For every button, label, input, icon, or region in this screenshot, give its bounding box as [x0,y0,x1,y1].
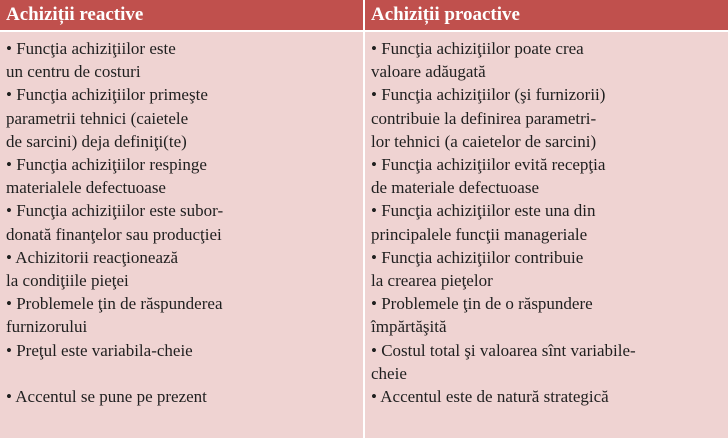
column-body-proactive [365,32,728,438]
list-item: • Funcţia achiziţiilor evită recepţia de materiale defectuoase [371,155,606,198]
list-item: • Funcţia achiziţiilor (şi furnizorii) contribuie la definirea parametri- lor tehnici (a caietelor de sarcini) [371,85,606,151]
list-item: • Funcţia achiziţiilor primeşte parametrii tehnici (caietele de sarcini) deja definiţi(te) [6,85,208,151]
column-header-proactive: Achiziții proactive [365,0,728,30]
list-item: • Funcţia achiziţiilor respinge materialele defectuoase [6,155,207,198]
list-item: • Achizitorii reacţionează la condiţiile pieţei [6,247,179,291]
column-proactive [365,0,728,407]
list-item: • Accentul este de natură strategică [371,387,609,407]
list-item: • Funcţia achiziţiilor poate crea valoare adăugată [371,39,584,82]
list-item: • Preţul este variabila-cheie [6,340,193,360]
column-reactive [0,0,363,406]
list-item: • Funcţia achiziţiilor contribuie la crearea pieţelor [371,247,584,291]
list-item: • Funcţia achiziţiilor este una din principalele funcţii manageriale [371,201,596,244]
list-item: • Costul total şi valoarea sînt variabile- cheie [371,340,636,383]
list-item: • Problemele ţin de o răspundere împărtăşită [371,294,593,337]
list-item: • Accentul se pune pe prezent [6,386,207,406]
column-header-reactive: Achiziții reactive [0,0,363,30]
list-item: • Funcţia achiziţiilor este un centru de costuri [6,39,176,82]
list-item: • Funcţia achiziţiilor este subor- donată finanţelor sau producţiei [6,201,224,244]
list-item: • Problemele ţin de răspunderea furnizorului [6,294,223,337]
column-body-reactive [0,32,363,438]
